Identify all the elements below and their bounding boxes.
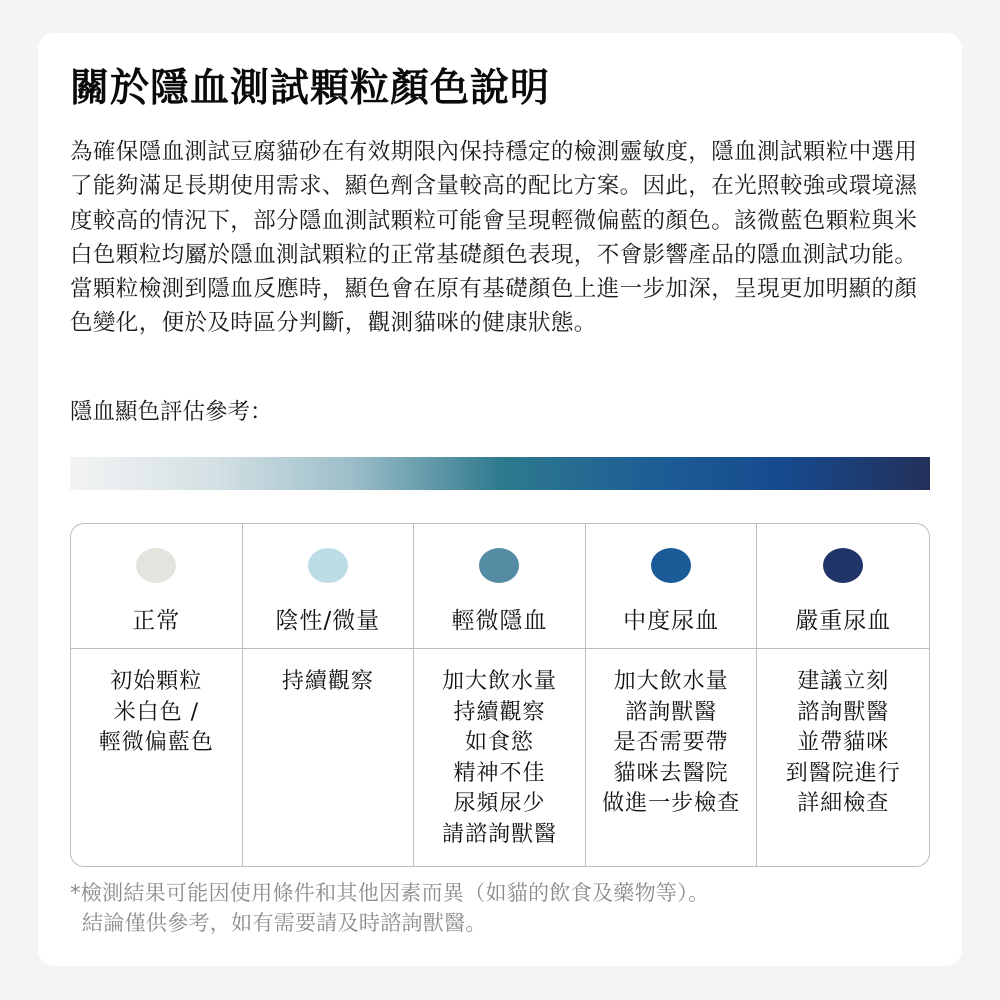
reference-label: 隱血顯色評估參考： <box>70 399 273 425</box>
advice-line: 持續觀察 <box>281 669 374 694</box>
advice-line: 持續觀察 <box>453 699 546 725</box>
color-dot-icon <box>136 548 176 583</box>
advice-line: 建議立刻 <box>797 669 890 694</box>
advice-line: 請諮詢獸醫 <box>441 821 557 847</box>
page-title: 關於隱血測試顆粒顏色說明 <box>70 66 551 111</box>
advice-line: 精神不佳 <box>453 760 546 786</box>
level-header-severe <box>757 524 929 649</box>
level-header-moderate <box>586 524 758 649</box>
advice-line: 加大飲水量 <box>613 669 729 694</box>
advice-line: 諮詢獸醫 <box>797 699 890 725</box>
advice-line: 並帶貓咪 <box>797 730 890 755</box>
color-dot-icon <box>308 548 348 583</box>
level-header-normal <box>71 524 243 649</box>
advice-line: 初始顆粒 <box>110 669 203 694</box>
footnote-line-1: *檢測結果可能因使用條件和其他因素而異（如貓的飲食及藥物等）。 <box>70 881 710 905</box>
level-header-mild <box>414 524 586 649</box>
advice-cell-normal <box>71 649 243 866</box>
advice-line: 是否需要帶 <box>613 730 729 755</box>
color-reference-table <box>70 523 930 867</box>
advice-line: 到醫院進行 <box>785 760 901 786</box>
advice-line: 貓咪去醫院 <box>613 760 729 786</box>
advice-line: 做進一步檢查 <box>602 791 741 816</box>
advice-line: 米白色 / <box>113 699 199 725</box>
intro-paragraph: 為確保隱血測試豆腐貓砂在有效期限內保持穩定的檢測靈敏度，隱血測試顆粒中選用了能夠滿足長期使用需求、顯色劑含量較高的配比方案。因此，在光照較強或環境濕度較高的情況下，部分隱血測試顆粒可能會呈現輕微偏藍的顏色。該微藍色顆粒與米白色顆粒均屬於隱血測試顆粒的正常基礎顏色表現，不會影響產品的隱血測試功能。當顆粒檢測到隱血反應時，顯色會在原有基礎顏色上進一步加深，呈現更加明顯的顏色變化，便於及時區分判斷，觀測貓咪的健康狀態。 <box>70 139 918 337</box>
color-gradient-scale <box>70 457 930 490</box>
level-header-negative-trace <box>243 524 415 649</box>
level-label: 中度尿血 <box>623 608 720 634</box>
footnote-line-2: 結論僅供參考，如有需要請及時諮詢獸醫。 <box>82 911 487 935</box>
advice-line: 輕微偏藍色 <box>98 730 214 755</box>
advice-cell-severe <box>757 649 929 866</box>
level-label: 嚴重尿血 <box>795 608 892 634</box>
advice-cell-negative-trace <box>243 649 415 866</box>
advice-cell-moderate <box>586 649 758 866</box>
info-card <box>38 33 962 966</box>
color-dot-icon <box>479 548 519 583</box>
color-dot-icon <box>651 548 691 583</box>
advice-line: 如食慾 <box>464 730 534 755</box>
disclaimer-footnote <box>70 878 930 938</box>
advice-line: 加大飲水量 <box>441 669 557 694</box>
advice-line: 諮詢獸醫 <box>625 699 718 725</box>
advice-line: 詳細檢查 <box>797 791 890 816</box>
level-label: 正常 <box>132 608 181 634</box>
advice-cell-mild <box>414 649 586 866</box>
color-dot-icon <box>823 548 863 583</box>
level-label: 陰性/微量 <box>275 608 381 634</box>
advice-line: 尿頻尿少 <box>453 791 546 816</box>
level-label: 輕微隱血 <box>451 608 548 634</box>
